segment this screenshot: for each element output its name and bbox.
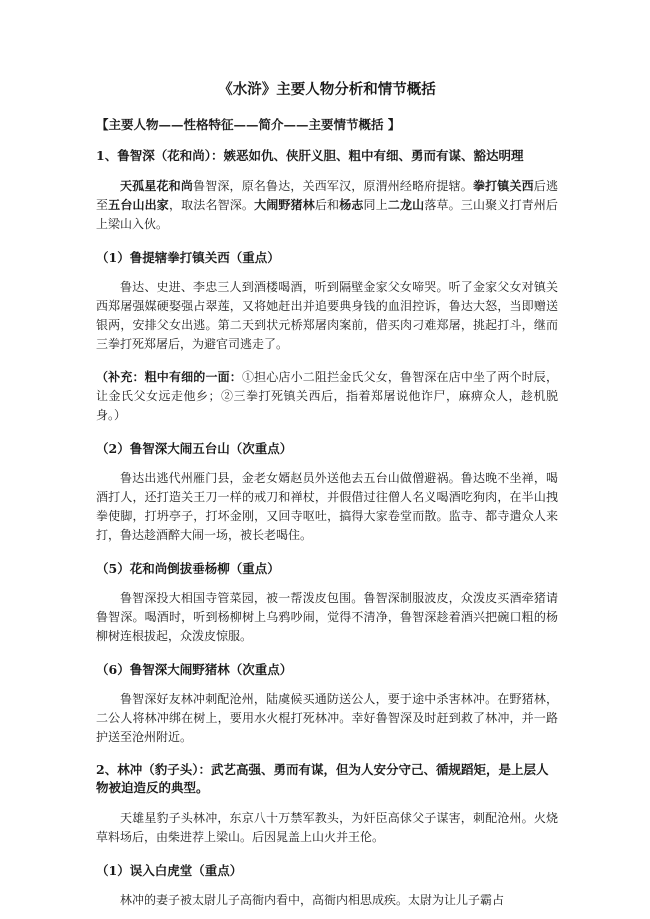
- character-heading-lu-zhishen: 1、鲁智深（花和尚）：嫉恶如仇、侠肝义胆、粗中有细、勇而有谋、豁达明理: [96, 148, 524, 163]
- character-heading-lin-chong: 2、林冲（豹子头）：武艺高强、勇而有谋，但为人安分守己、循规蹈矩，是上层人物被迫造反的典型。: [96, 762, 549, 795]
- episode-title: （1）鲁提辖拳打镇关西（重点）: [96, 250, 280, 265]
- page-title: 《水浒》主要人物分析和情节概括: [218, 81, 436, 98]
- section-banner: 【主要人物——性格特征——简介——主要情节概括 】: [96, 117, 401, 132]
- episode-title: （1）误入白虎堂（重点）: [96, 863, 243, 878]
- episode-body: 林冲的妻子被太尉儿子高衙内看中，高衙内相思成疾。太尉为让儿子霸占: [120, 893, 505, 907]
- episode-body: 鲁达出逃代州雁门县，金老女婿赵员外送他去五台山做僧避祸。鲁达晚不坐禅，喝酒打人，还打造关王刀一样的戒刀和禅杖，并假借过往僧人名义喝酒吃狗肉，在半山拽拳使脚，打坍亭子，打坏金刚，又回寺呕吐，搞得大家卷堂而散。监寺、都寺遣众人来打，鲁达趁酒醉大闹一场，被长老喝住。: [96, 471, 558, 542]
- episode-body: 鲁智深好友林冲刺配沧州，陆虞候买通防送公人，要于途中杀害林冲。在野猪林，二公人将林冲绑在树上，要用水火棍打死林冲。幸好鲁智深及时赶到救了林冲，并一路护送至沧州附近。: [96, 692, 558, 744]
- intro-lin-chong: 天雄星豹子头林冲，东京八十万禁军教头，为奸臣高俅父子谋害，刺配沧州。火烧草料场后，由柴进荐上梁山。后因晁盖上山火并王伦。: [96, 811, 558, 844]
- episode-title: （2）鲁智深大闹五台山（次重点）: [96, 441, 293, 456]
- episode-title: （5）花和尚倒拔垂杨柳（重点）: [96, 561, 280, 576]
- episode-title: （6）鲁智深大闹野猪林（次重点）: [96, 662, 293, 677]
- intro-lu-zhishen: 天孤星花和尚鲁智深，原名鲁达，关西军汉，原渭州经略府提辖。拳打镇关西后逃至五台山出家，取法名智深。大闹野猪林后和杨志同上二龙山落草。三山聚义打青州后上梁山入伙。: [96, 179, 558, 231]
- supplement-note: （补充：粗中有细的一面：①担心店小二阻拦金氏父女，鲁智深在店中坐了两个时辰，让金氏父女远走他乡；②三拳打死镇关西后，指着郑屠说他诈尸，麻痹众人，趁机脱身。）: [96, 370, 558, 422]
- episode-body: 鲁智深投大相国寺管菜园，被一帮泼皮包围。鲁智深制服波皮，众泼皮买酒牵猪请鲁智深。喝酒时，听到杨柳树上乌鸦吵闹，觉得不清净，鲁智深趁着酒兴把碗口粗的杨柳树连根拔起，众泼皮惊服。: [96, 591, 558, 643]
- episode-body: 鲁达、史进、李忠三人到酒楼喝酒，听到隔壁金家父女啼哭。听了金家父女对镇关西郑屠强媒硬娶强占翠莲，又将她赶出并追要典身钱的血泪控诉，鲁达大怒，当即赠送银两，安排父女出逃。第二天到状元桥郑屠肉案前，借买肉刁难郑屠，挑起打斗，继而三拳打死郑屠后，为避官司逃走了。: [96, 280, 558, 351]
